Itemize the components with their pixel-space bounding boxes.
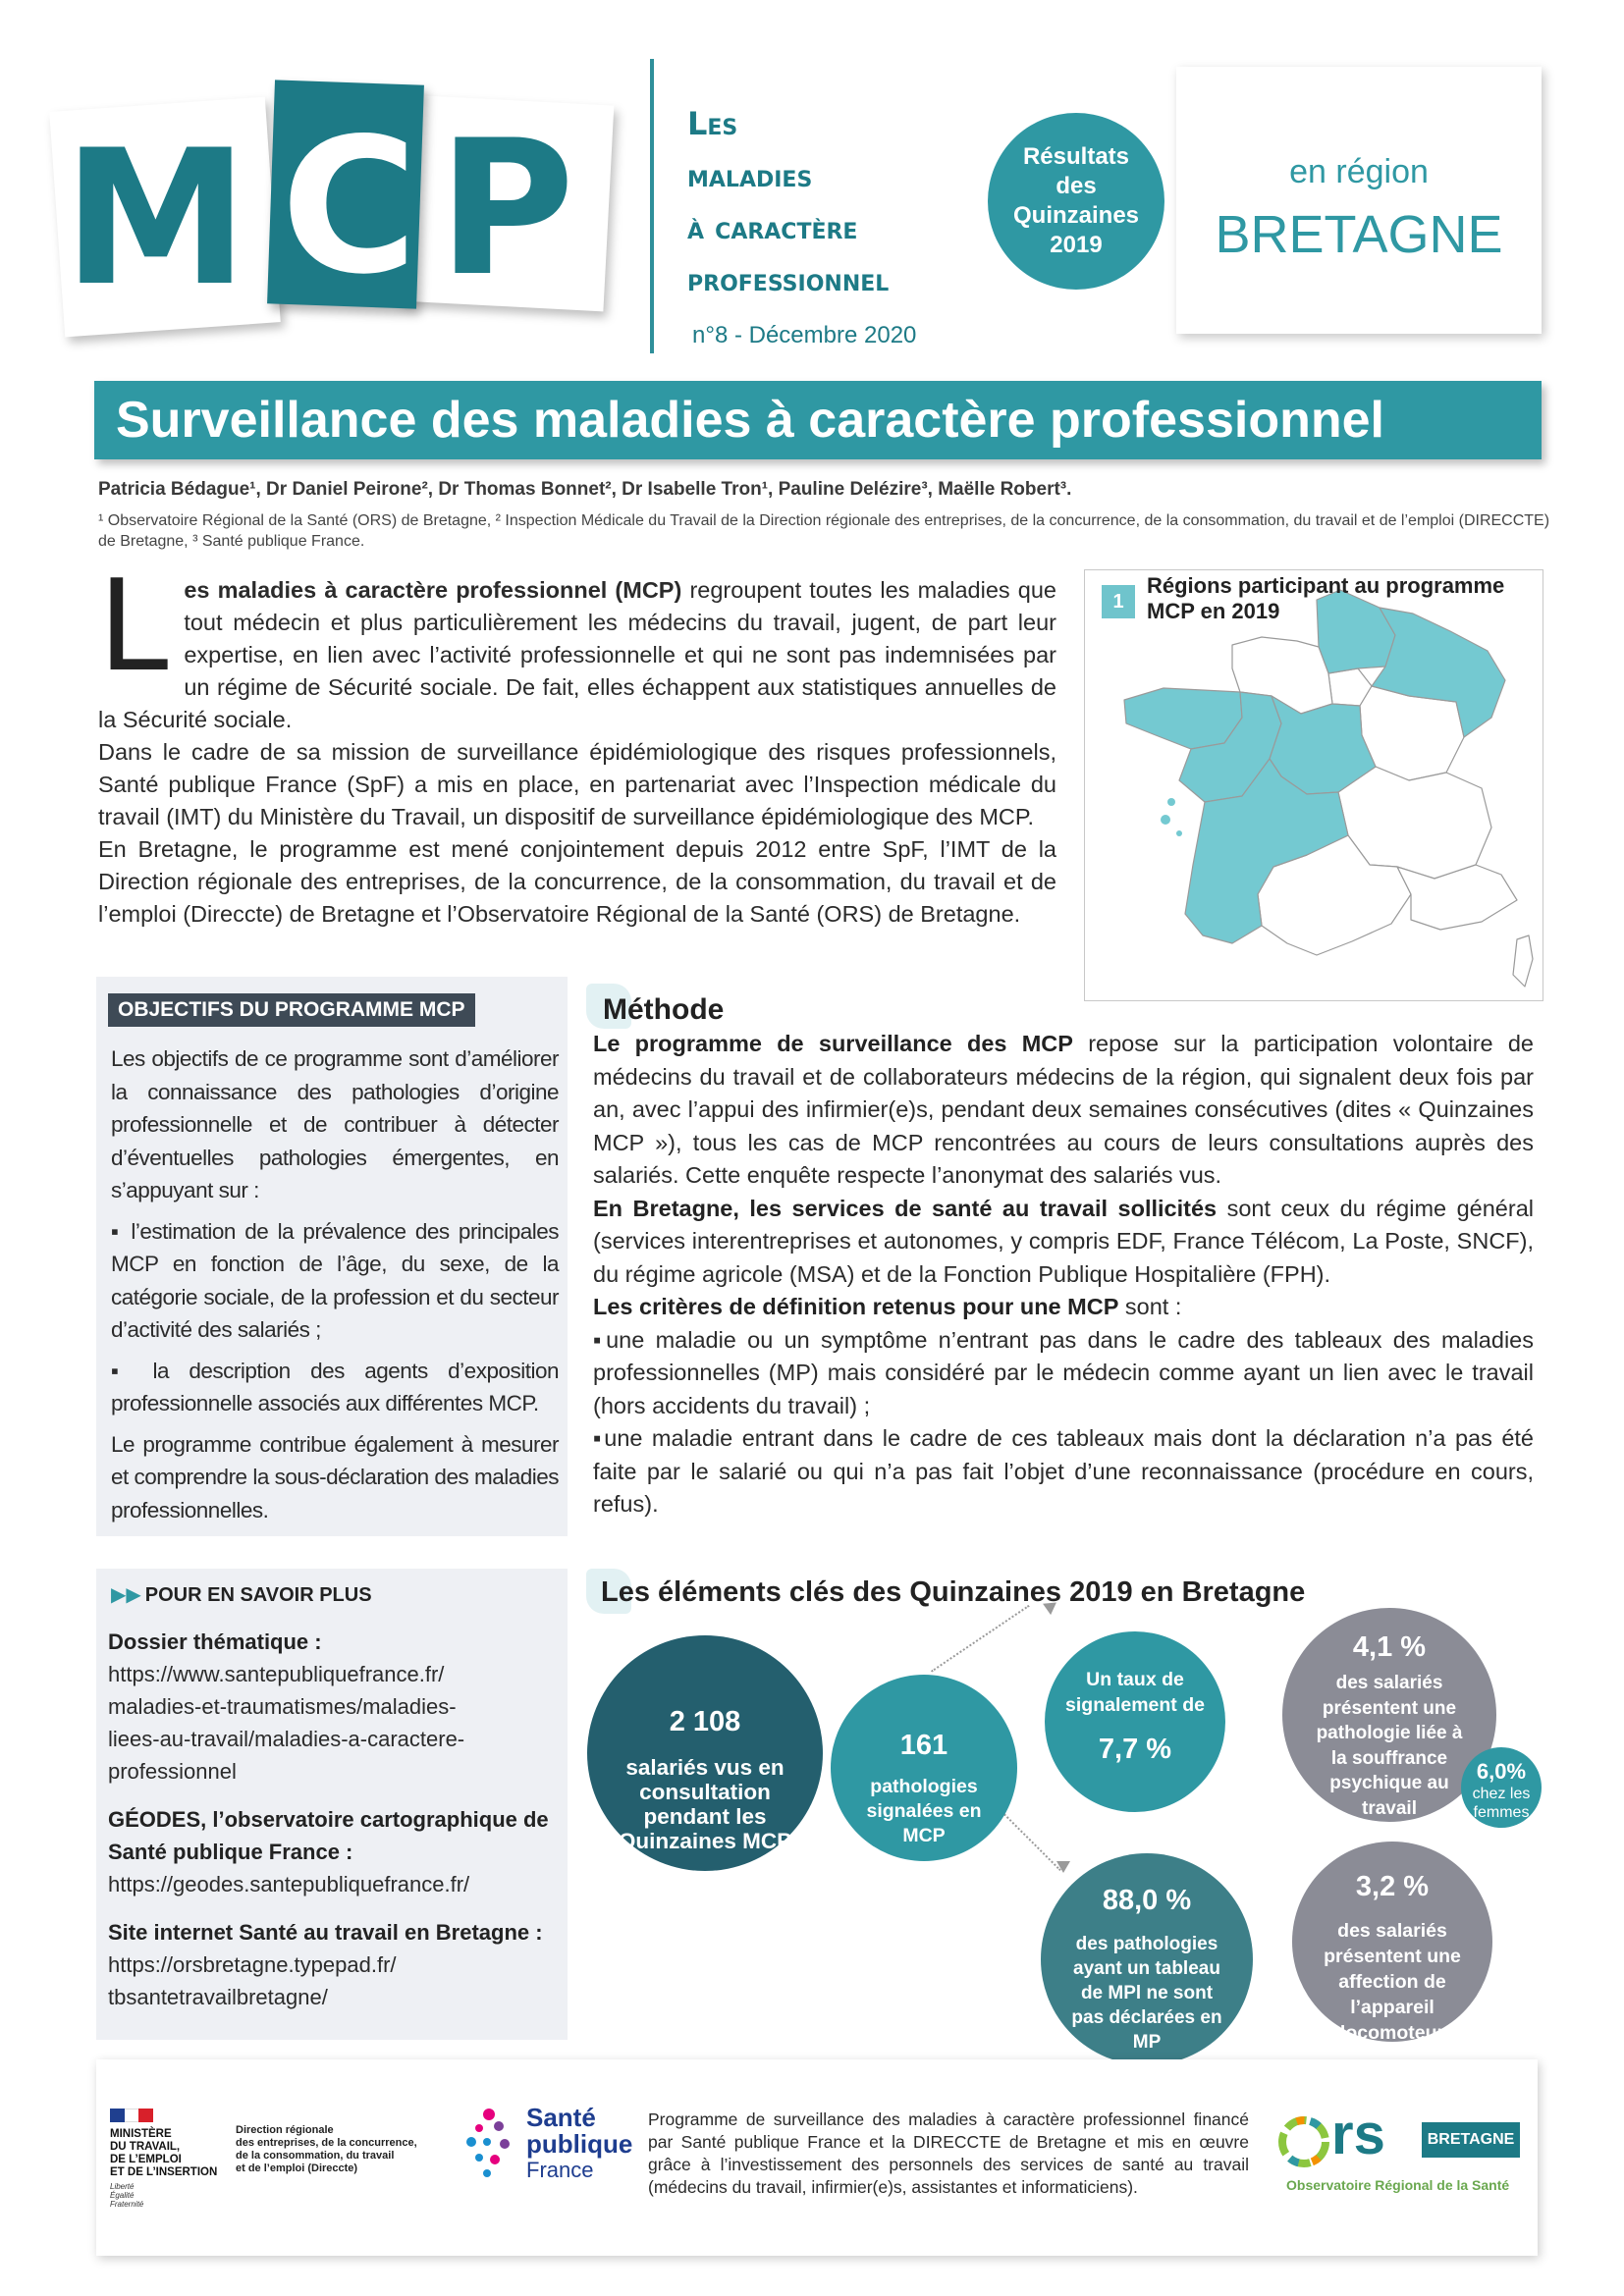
ministry-line: DE L’EMPLOI	[110, 2154, 182, 2165]
spf-dots-icon	[456, 2099, 524, 2187]
arrow-icon	[1056, 1861, 1070, 1873]
direccte-label	[236, 2124, 452, 2175]
link-title: Dossier thématique :	[108, 1629, 322, 1654]
stat-pathologies-circle	[831, 1675, 1017, 1861]
motto-line: Fraternité	[110, 2200, 144, 2209]
french-flag-icon	[110, 2109, 153, 2122]
intro-p1: regroupent toutes les maladies que tout médecin et plus particulièrement les médecins du travail, jugent, de part leur expertise, en lien avec l’activité professionnelle et qui ne sont pas indemnisées par un régime de Sécurité sociale. De fait, elles échappent aux statistiques annuelles de la Sécurité sociale.	[98, 577, 1056, 732]
region-name: BRETAGNE	[1215, 205, 1503, 264]
ors-wordmark: rs	[1331, 2103, 1385, 2166]
map-islands	[1161, 798, 1182, 836]
link-dossier[interactable]: https://www.santepubliquefrance.fr/	[108, 1662, 445, 1686]
series-title-line: Les	[687, 105, 738, 142]
method-span: repose sur la participation volontaire de médecins du travail et de collaborateurs médecins de la région, qui signalent deux fois par an, avec l’appui des infirmier(e)s, pendant deux semaines consécutives (dites « Quinzaines MCP »), tous les cas de MCP rencontrées au cours de leurs consultations auprès des salariés. Cette enquête respecte l’anonymat des salariés vus.	[593, 1031, 1535, 1188]
spf-logo	[456, 2099, 632, 2187]
link-dossier[interactable]: professionnel	[108, 1759, 237, 1784]
objectives-heading: OBJECTIFS DU PROGRAMME MCP	[108, 993, 475, 1027]
region-prefix: en région	[1289, 153, 1429, 190]
stat-women-circle	[1461, 1747, 1542, 1828]
stat-value: 3,2 %	[1355, 1871, 1430, 1902]
series-title	[687, 98, 1001, 306]
stat-salaries-circle	[587, 1635, 823, 1871]
spf-line: Santé	[526, 2103, 596, 2132]
intro-p2: Dans le cadre de sa mission de surveillance épidémiologique des risques professionnels, Santé publique France (SpF) a mis en place, en partenariat avec l’Inspection médicale du travail (IMT) du Ministère du Travail, un dispositif de surveillance épidémiologique des MCP.	[98, 739, 1056, 829]
series-title-line: professionnel	[687, 261, 890, 298]
motto-line: Liberté	[110, 2182, 135, 2191]
map-figure	[1084, 569, 1543, 1001]
method-bullet: ▪une maladie entrant dans le cadre de ces tableaux mais dont la déclaration n’a pas été faite par le salarié ou qui n’a pas fait l’objet d’une reconnaissance (procédure en cours, refus).	[593, 1425, 1534, 1517]
series-title-line: à caractère	[687, 209, 858, 246]
logo-letter-p: P	[438, 100, 571, 317]
figure-number: 1	[1102, 585, 1135, 618]
map-region-paca	[1397, 865, 1517, 930]
series-title-line: maladies	[687, 157, 813, 194]
link-title: Site internet Santé au travail en Bretagne :	[108, 1920, 543, 1945]
stat-label: pathologies signalées en MCP	[866, 1776, 982, 1846]
logo-letter-c: C	[281, 98, 418, 315]
affiliations: ¹ Observatoire Régional de la Santé (ORS) de Bretagne, ² Inspection Médicale du Travail de la Direction régionale des entreprises, de la concurrence, de la consommation, du travail et de l’emploi (DIRECCTE) de Bretagne, ³ Santé publique France.	[98, 512, 1550, 550]
method-bullet: ▪une maladie ou un symptôme n’entrant pas dans le cadre des tableaux des maladies professionnelles (MP) mais considéré par le médecin comme ayant un lien avec le travail (hors accidents du travail) ;	[593, 1326, 1534, 1418]
link-ors[interactable]: https://orsbretagne.typepad.fr/	[108, 1952, 397, 1977]
objectives-bullet: ▪ l’estimation de la prévalence des principales MCP en fonction de l’âge, du sexe, de la catégorie sociale, de la profession et du secteur d’activité des salariés ;	[111, 1218, 559, 1342]
intro-lead: es maladies à caractère professionnel (MCP)	[184, 577, 682, 603]
logo-letter-m: M	[63, 110, 245, 327]
link-dossier[interactable]: liees-au-travail/maladies-a-caractere-	[108, 1727, 465, 1751]
motto-line: Égalité	[110, 2191, 135, 2200]
direccte-line: Direction régionale	[236, 2124, 334, 2136]
france-map	[1085, 570, 1544, 1002]
stat-label: des salariés présentent une affection de l’appareil locomoteur	[1324, 1920, 1461, 2044]
stat-rate-circle	[1045, 1631, 1225, 1812]
stat-locomotor-circle	[1292, 1842, 1492, 2042]
stat-value: 6,0%	[1476, 1759, 1527, 1784]
more-info-heading	[111, 1582, 372, 1607]
footer-text: Programme de surveillance des maladies à caractère professionnel financé par Santé publique France et la DIRECCTE de Bretagne et mis en œuvre grâce à l’investissement des personnels des services de santé au travail (médecins du travail, infirmier(e)s, assistantes et informaticiens).	[648, 2109, 1249, 2197]
badge-line: 2019	[1050, 232, 1103, 258]
direccte-line: de la consommation, du travail	[236, 2150, 395, 2162]
results-badge	[988, 113, 1164, 290]
map-region-corse	[1513, 935, 1533, 987]
key-figures-heading: Les éléments clés des Quinzaines 2019 en Bretagne	[601, 1576, 1306, 1608]
objectives-conclusion: Le programme contribue également à mesurer et comprendre la sous-déclaration des maladies professionnelles.	[111, 1431, 560, 1522]
header-divider	[650, 59, 654, 353]
link-geodes[interactable]: https://geodes.santepubliquefrance.fr/	[108, 1872, 470, 1896]
double-arrow-icon: ▶▶	[111, 1584, 141, 1606]
objectives-bullet: ▪ la description des agents d’exposition professionnelle associés aux différentes MCP.	[111, 1358, 559, 1415]
map-region-bretagne	[1124, 688, 1242, 749]
more-info-heading-label: POUR EN SAVOIR PLUS	[144, 1584, 372, 1606]
intro-text	[98, 554, 1056, 931]
connector-line	[931, 1605, 1030, 1673]
badge-line: des	[1056, 173, 1097, 199]
method-heading: Méthode	[603, 993, 725, 1026]
ministry-logo	[110, 2109, 238, 2209]
method-span: sont ceux du régime général (services interentreprises et autonomes, y compris EDF, France Télécom, La Poste, SNCF), du régime agricole (MSA) et de la Fonction Publique Hospitalière (FPH).	[593, 1195, 1534, 1287]
stat-value: 4,1 %	[1352, 1631, 1427, 1663]
stat-value: 7,7 %	[1098, 1734, 1172, 1765]
region-box	[1176, 67, 1542, 334]
ors-logo	[1276, 2103, 1522, 2199]
badge-line: Résultats	[1022, 143, 1130, 170]
method-bold: Le programme de surveillance des MCP	[593, 1031, 1073, 1056]
page-title: Surveillance des maladies à caractère professionnel	[94, 381, 1542, 459]
authors: Patricia Bédague¹, Dr Daniel Peirone², Dr Thomas Bonnet², Dr Isabelle Tron¹, Pauline Delézire³, Maëlle Robert³.	[98, 479, 1072, 500]
badge-line: Quinzaines	[1012, 202, 1140, 229]
dropcap: L	[98, 554, 169, 700]
link-ors[interactable]: tbsantetravailbretagne/	[108, 1985, 328, 2009]
link-title: GÉODES, l’observatoire cartographique de Santé publique France :	[108, 1807, 549, 1864]
ministry-line: ET DE L’INSERTION	[110, 2166, 218, 2178]
method-bold: Les critères de définition retenus pour une MCP	[593, 1294, 1119, 1319]
objectives-text	[111, 1042, 559, 1534]
mcp-logo	[49, 86, 628, 332]
figure-title: Régions participant au programme MCP en 2019	[1147, 573, 1505, 623]
ors-caption: Observatoire Régional de la Santé	[1286, 2177, 1510, 2193]
method-span: sont :	[1118, 1294, 1182, 1319]
spf-line: France	[526, 2158, 594, 2182]
stat-label: des salariés présentent une pathologie liée à la souffrance psychique au travail	[1316, 1673, 1463, 1819]
stat-label: salariés vus en consultation pendant les Quinzaines MCP	[618, 1755, 792, 1853]
stat-value: 2 108	[669, 1706, 741, 1737]
ors-ring-icon	[1276, 2114, 1331, 2169]
method-text	[593, 1028, 1534, 1522]
stat-value: 161	[899, 1730, 948, 1761]
ministry-line: DU TRAVAIL,	[110, 2141, 181, 2153]
stat-mp-circle	[1041, 1853, 1253, 2065]
issue-number: n°8 - Décembre 2020	[692, 322, 917, 348]
direccte-line: des entreprises, de la concurrence,	[236, 2137, 417, 2149]
intro-p3: En Bretagne, le programme est mené conjointement depuis 2012 entre SpF, l’IMT de la Direction régionale des entreprises, de la concurrence, de la consommation, du travail et de l’emploi (Direccte) de Bretagne et l’Observatoire Régional de la Santé (ORS) de Bretagne.	[98, 836, 1056, 927]
stat-label: chez les femmes	[1472, 1786, 1531, 1821]
method-bold: En Bretagne, les services de santé au travail sollicités	[593, 1195, 1218, 1221]
ministry-line: MINISTÈRE	[110, 2128, 172, 2140]
stat-label: des pathologies ayant un tableau de MPl ne sont pas déclarées en MP	[1071, 1934, 1222, 2053]
ors-region-badge: BRETAGNE	[1422, 2122, 1520, 2158]
spf-line: publique	[526, 2129, 633, 2159]
stat-value: 88,0 %	[1102, 1885, 1192, 1916]
more-info-text	[108, 1626, 560, 2029]
direccte-line: et de l’emploi (Direccte)	[236, 2163, 358, 2174]
objectives-intro: Les objectifs de ce programme sont d’améliorer la connaissance des pathologies d’origine professionnelle et de contribuer à détecter d’éventuelles pathologies émergentes, en s’appuyant sur :	[111, 1046, 559, 1202]
link-dossier[interactable]: maladies-et-traumatismes/maladies-	[108, 1694, 457, 1719]
stat-label: Un taux de signalement de	[1065, 1669, 1205, 1716]
